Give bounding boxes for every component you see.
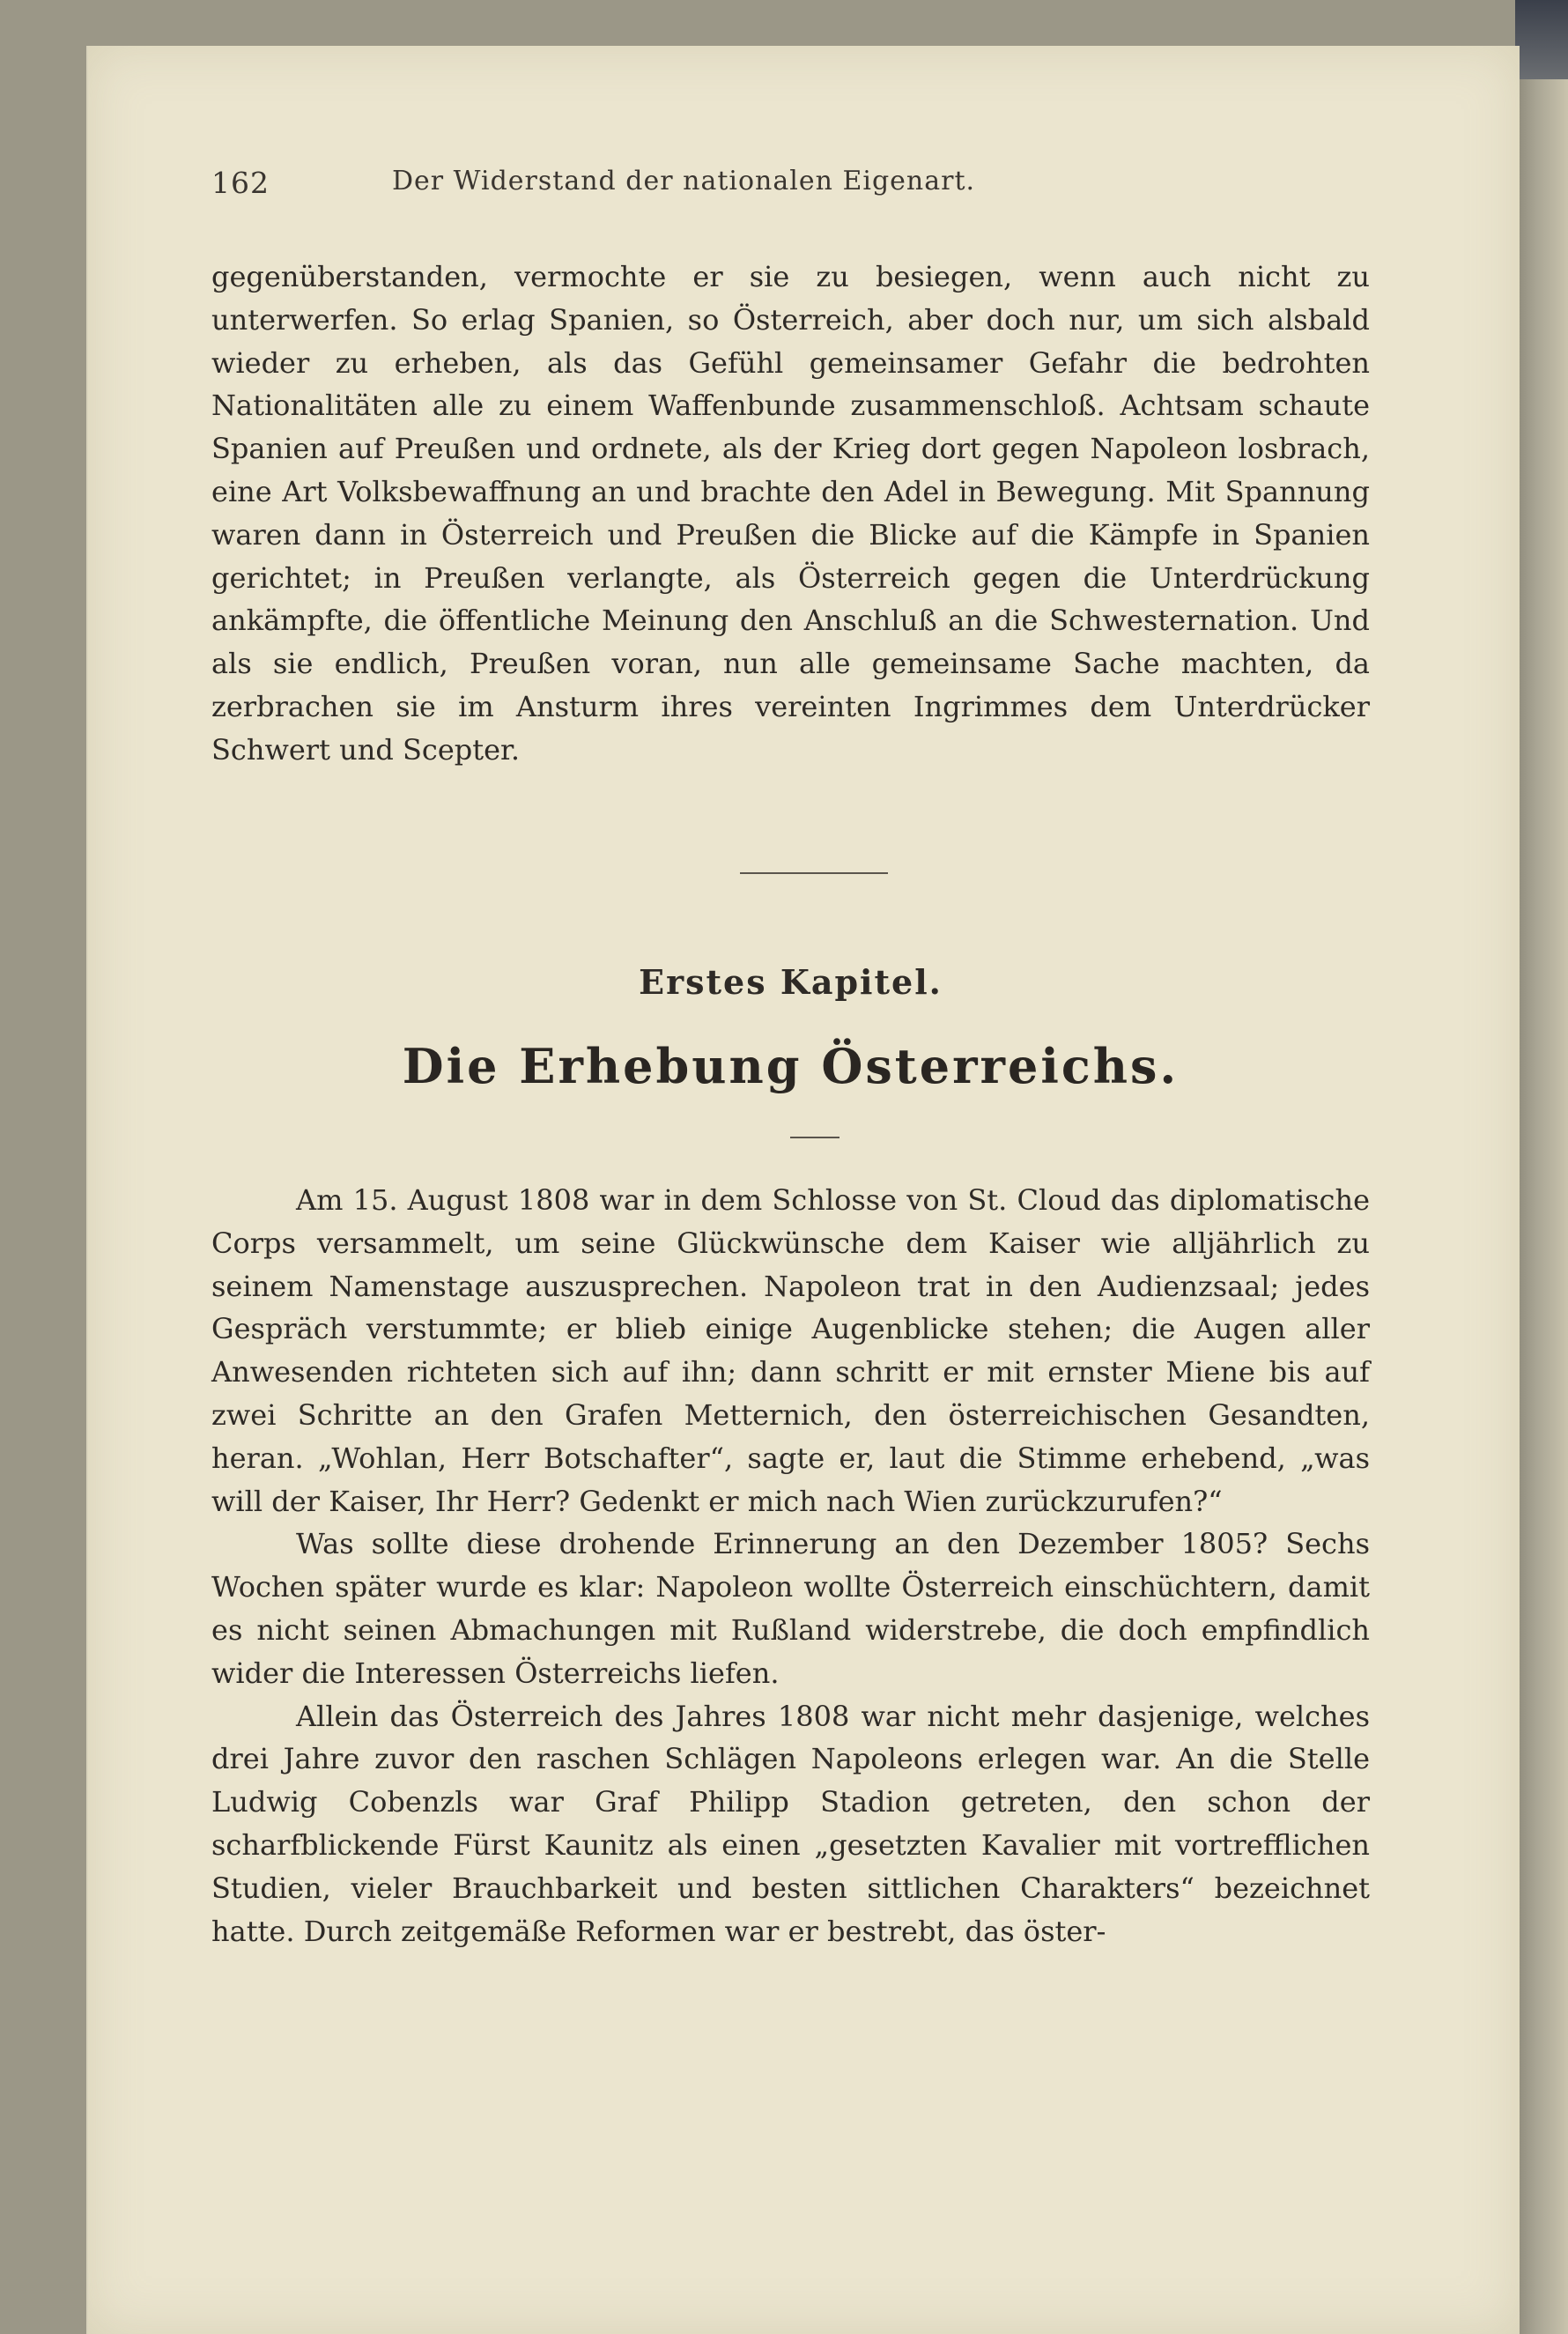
page-number: 162 <box>211 166 270 200</box>
scan-page-edge <box>1515 0 1568 2334</box>
body-paragraph: Am 15. August 1808 war in dem Schlosse von St. Cloud das diplomatische Corps versammelt, um seine Glückwünsche dem Kaiser wie alljährlich zu seinem Namenstage auszusprechen. Napoleon trat in den Audienzsaal; jedes Gespräch verstummte; er blieb einige Augenblicke stehen; die Augen aller Anwesenden richteten sich auf ihn; dann schritt er mit ernster Miene bis auf zwei Schritte an den Grafen Metternich, den österreichischen Gesandten, heran. „Wohlan, Herr Botschafter“, sagte er, laut die Stimme erhebend, „was will der Kaiser, Ihr Herr? Gedenkt er mich nach Wien zurückzurufen?“ <box>211 1183 1370 1518</box>
section-divider <box>740 872 888 874</box>
body-paragraph: Allein das Österreich des Jahres 1808 war nicht mehr dasjenige, welches drei Jahre zuvor den raschen Schlägen Napoleons erlegen war. An die Stelle Ludwig Cobenzls war Graf Philipp Stadion getreten, den schon der scharfblickende Fürst Kaunitz als einen „gesetzten Kavalier mit vortrefflichen Studien, vieler Brauchbarkeit und besten sittlichen Charakters“ bezeichnet hatte. Durch zeitgemäße Reformen war er bestrebt, das öster- <box>211 1699 1370 1948</box>
running-head: Der Widerstand der nationalen Eigenart. <box>392 166 976 196</box>
body-paragraph: Was sollte diese drohende Erinnerung an den Dezember 1805? Sechs Wochen später wurde es klar: Napoleon wollte Österreich einschüchtern, damit es nicht seinen Abmachungen mit Rußland widerstrebe, die doch empfindlich wider die Interessen Österreichs liefen. <box>211 1527 1370 1690</box>
chapter-body <box>211 1179 1370 1952</box>
title-divider <box>790 1137 839 1138</box>
intro-paragraph: gegenüberstanden, vermochte er sie zu besiegen, wenn auch nicht zu unterwerfen. So erlag Spanien, so Österreich, aber doch nur, um sich alsbald wieder zu erheben, als das Gefühl gemeinsamer Gefahr die bedrohten Nationalitäten alle zu einem Waffenbunde zusammenschloß. Achtsam schaute Spanien auf Preußen und ordnete, als der Krieg dort gegen Napoleon losbrach, eine Art Volksbewaffnung an und brachte den Adel in Bewegung. Mit Spannung waren dann in Österreich und Preußen die Blicke auf die Kämpfe in Spanien gerichtet; in Preußen verlangte, als Österreich gegen die Unterdrückung ankämpfte, die öffentliche Meinung den Anschluß an die Schwesternation. Und als sie endlich, Preußen voran, nun alle gemeinsame Sache machten, da zerbrachen sie im Ansturm ihres vereinten Ingrimmes dem Unterdrücker Schwert und Scepter. <box>211 260 1370 767</box>
chapter-label: Erstes Kapitel. <box>639 962 943 1002</box>
chapter-title: Die Erhebung Österreichs. <box>402 1038 1180 1094</box>
scan-corner-shadow <box>1515 0 1568 79</box>
